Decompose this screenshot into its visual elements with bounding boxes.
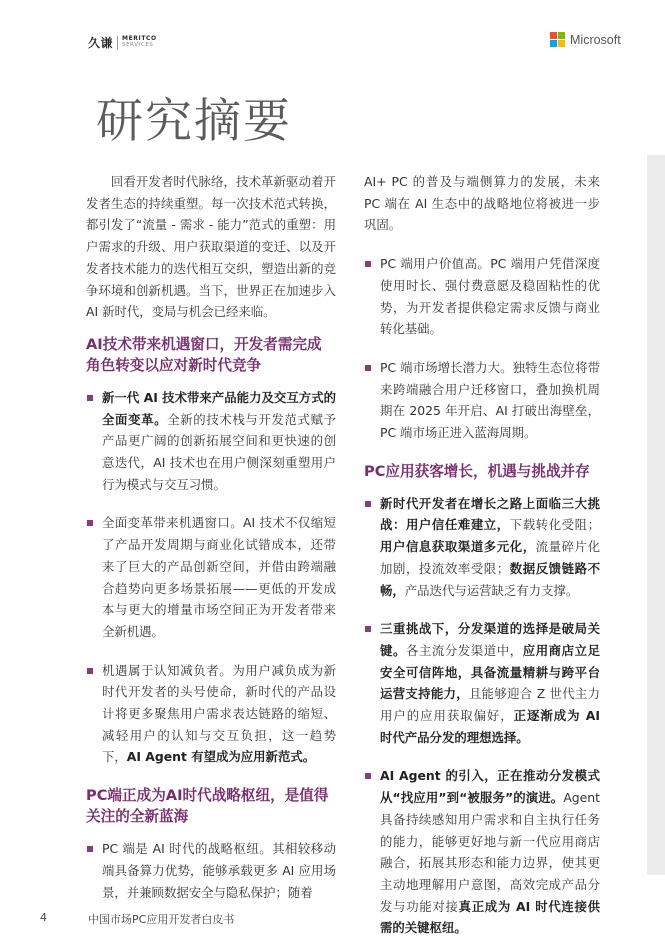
- microsoft-wordmark: Microsoft: [570, 32, 621, 47]
- intro-paragraph: 回看开发者时代脉络，技术革新驱动着开发者生态的持续重塑。每一次技术范式转换，都引发了“流量 - 需求 - 能力”范式的重塑：用户需求的升级、用户获取渠道的变迁、以及开发者技术能力的迭代相互交织，塑造出新的竞争环境和创新机遇。当下，世界正在加速步入 AI 新时代，变局与机会已经来临。: [86, 174, 336, 320]
- logo-en-top: MERITCO: [122, 35, 157, 43]
- left-column: [86, 171, 336, 903]
- meritco-logo: [88, 34, 157, 51]
- bullet-text-1: 各主流分发渠道中，: [405, 642, 523, 658]
- bullet-bold-2: 应用商店立足安全可信阵地，具备流量精耕与跨平台运营支持能力，: [380, 642, 601, 702]
- bullet-text: 全新的技术栈与开发范式赋予产品更广阔的创新拓展空间和更快速的创意迭代，AI 技术也在用户侧深刻重塑用户行为模式与交互习惯。: [102, 411, 337, 492]
- bullet-text: PC 端是 AI 时代的战略枢纽。其相较移动端具备算力优势，能够承载更多 AI 应用场景，并兼顾数据安全与隐私保护；随着: [102, 841, 336, 900]
- bullet-bold-2: 真正成为 AI 时代连接供需的关键枢纽。: [380, 898, 601, 936]
- ms-square-green: [558, 32, 565, 39]
- bullet-bold-tail: AI Agent 有望成为应用新范式。: [126, 749, 316, 765]
- bullet-text: 全面变革带来机遇窗口。AI 技术不仅缩短了产品开发周期与商业化试错成本，还带来了巨大的产品创新空间，并借由跨端融合趋势向更多场景拓展——更低的开发成本与更大的增量市场空间正为开发者带来全新机遇。: [102, 515, 336, 639]
- bullet-text-1: Agent 具备持续感知用户需求和自主执行任务的能力，能够更好地与新一代应用商店融合，拓展其形态和能力边界，使其更主动地理解用户意图，高效完成产品分发与功能对接: [380, 790, 600, 914]
- bullet-bold-3: 数据反馈链路不畅，: [380, 560, 601, 598]
- bullet-three-challenges: [364, 493, 600, 602]
- bullet-distribution-channel: [364, 618, 600, 748]
- bullet-opportunity-window: [86, 512, 336, 642]
- bullet-text-1: 下载转化受阻；: [509, 517, 601, 533]
- bullet-pc-user-value: [364, 253, 600, 340]
- logo-divider: [117, 36, 118, 50]
- bullet-pc-strategic-hub-continued: AI+ PC 的普及与端侧算力的发展，未来 PC 端在 AI 生态中的战略地位将被进一步巩固。: [364, 174, 600, 233]
- logo-en-bottom: SERVICES: [122, 42, 154, 49]
- microsoft-logo: [550, 32, 621, 47]
- bullet-bold-1: 三重挑战下，分发渠道的选择是破局关键。: [380, 621, 600, 658]
- bullet-text: 机遇属于认知减负者。为用户减负成为新时代开发者的头号使命，新时代的产品设计将更多聚焦用户需求表达链路的缩短、减轻用户的认知与交互负担，这一趋势下，: [102, 662, 336, 765]
- bullet-bold-lead: 新一代 AI 技术带来产品能力及交互方式的全面变革。: [102, 389, 336, 427]
- ms-square-yellow: [558, 40, 565, 47]
- right-column: [364, 171, 600, 945]
- logo-en-block: [122, 36, 157, 49]
- ms-square-red: [550, 32, 557, 39]
- page-footer: [0, 905, 665, 945]
- bullet-text-2: 且能够迎合 Z 世代主力用户的应用获取偏好，: [380, 686, 600, 724]
- bullet-text-3: 产品迭代与运营缺乏有力支撑。: [404, 582, 579, 598]
- bullet-cognitive-relief: [86, 660, 336, 769]
- bullet-text: PC 端用户价值高。PC 端用户凭借深度使用时长、强付费意愿及稳固粘性的优势，为开发者提供稳定需求反馈与商业转化基础。: [380, 256, 600, 337]
- logo-cn-text: 久谦: [88, 36, 114, 50]
- bullet-text: PC 端市场增长潜力大。独特生态位将带来跨端融合用户迁移窗口，叠加换机周期在 2025 年开启、AI 打破出海壁垒，PC 端市场正进入蓝海周期。: [380, 359, 600, 441]
- bullet-bold-2: 用户信息获取渠道多元化，: [380, 539, 536, 555]
- bullet-bold-1: 新时代开发者在增长之路上面临三大挑战：用户信任难建立，: [380, 495, 600, 533]
- page-header: [0, 0, 665, 70]
- side-decoration-band: [647, 155, 665, 875]
- page-title: 研究摘要: [96, 94, 292, 149]
- section-heading-growth-challenges: PC应用获客增长，机遇与挑战并存: [364, 462, 590, 480]
- bullet-bold-3: 正逐渐成为 AI 时代产品分发的理想选择。: [380, 708, 600, 745]
- bullet-pc-market-growth: [364, 357, 600, 444]
- section-heading-pc-hub: PC端正成为AI时代战略枢纽，是值得关注的全新蓝海: [86, 787, 329, 826]
- bullet-pc-strategic-hub: [86, 838, 336, 903]
- bullet-ai-transformation: [86, 387, 336, 496]
- section-heading-ai-opportunity: AI技术带来机遇窗口，开发者需完成角色转变以应对新时代竞争: [86, 335, 322, 374]
- bullet-bold-1: AI Agent 的引入，正在推动分发模式从“找应用”到“被服务”的演进。: [380, 768, 600, 806]
- bullet-text-2: 流量碎片化加剧，投流效率受限；: [380, 539, 601, 576]
- ms-square-blue: [550, 40, 557, 47]
- microsoft-windows-icon: [550, 32, 565, 47]
- document-title: 中国市场PC应用开发者白皮书: [88, 913, 235, 926]
- page-number: 4: [40, 911, 47, 924]
